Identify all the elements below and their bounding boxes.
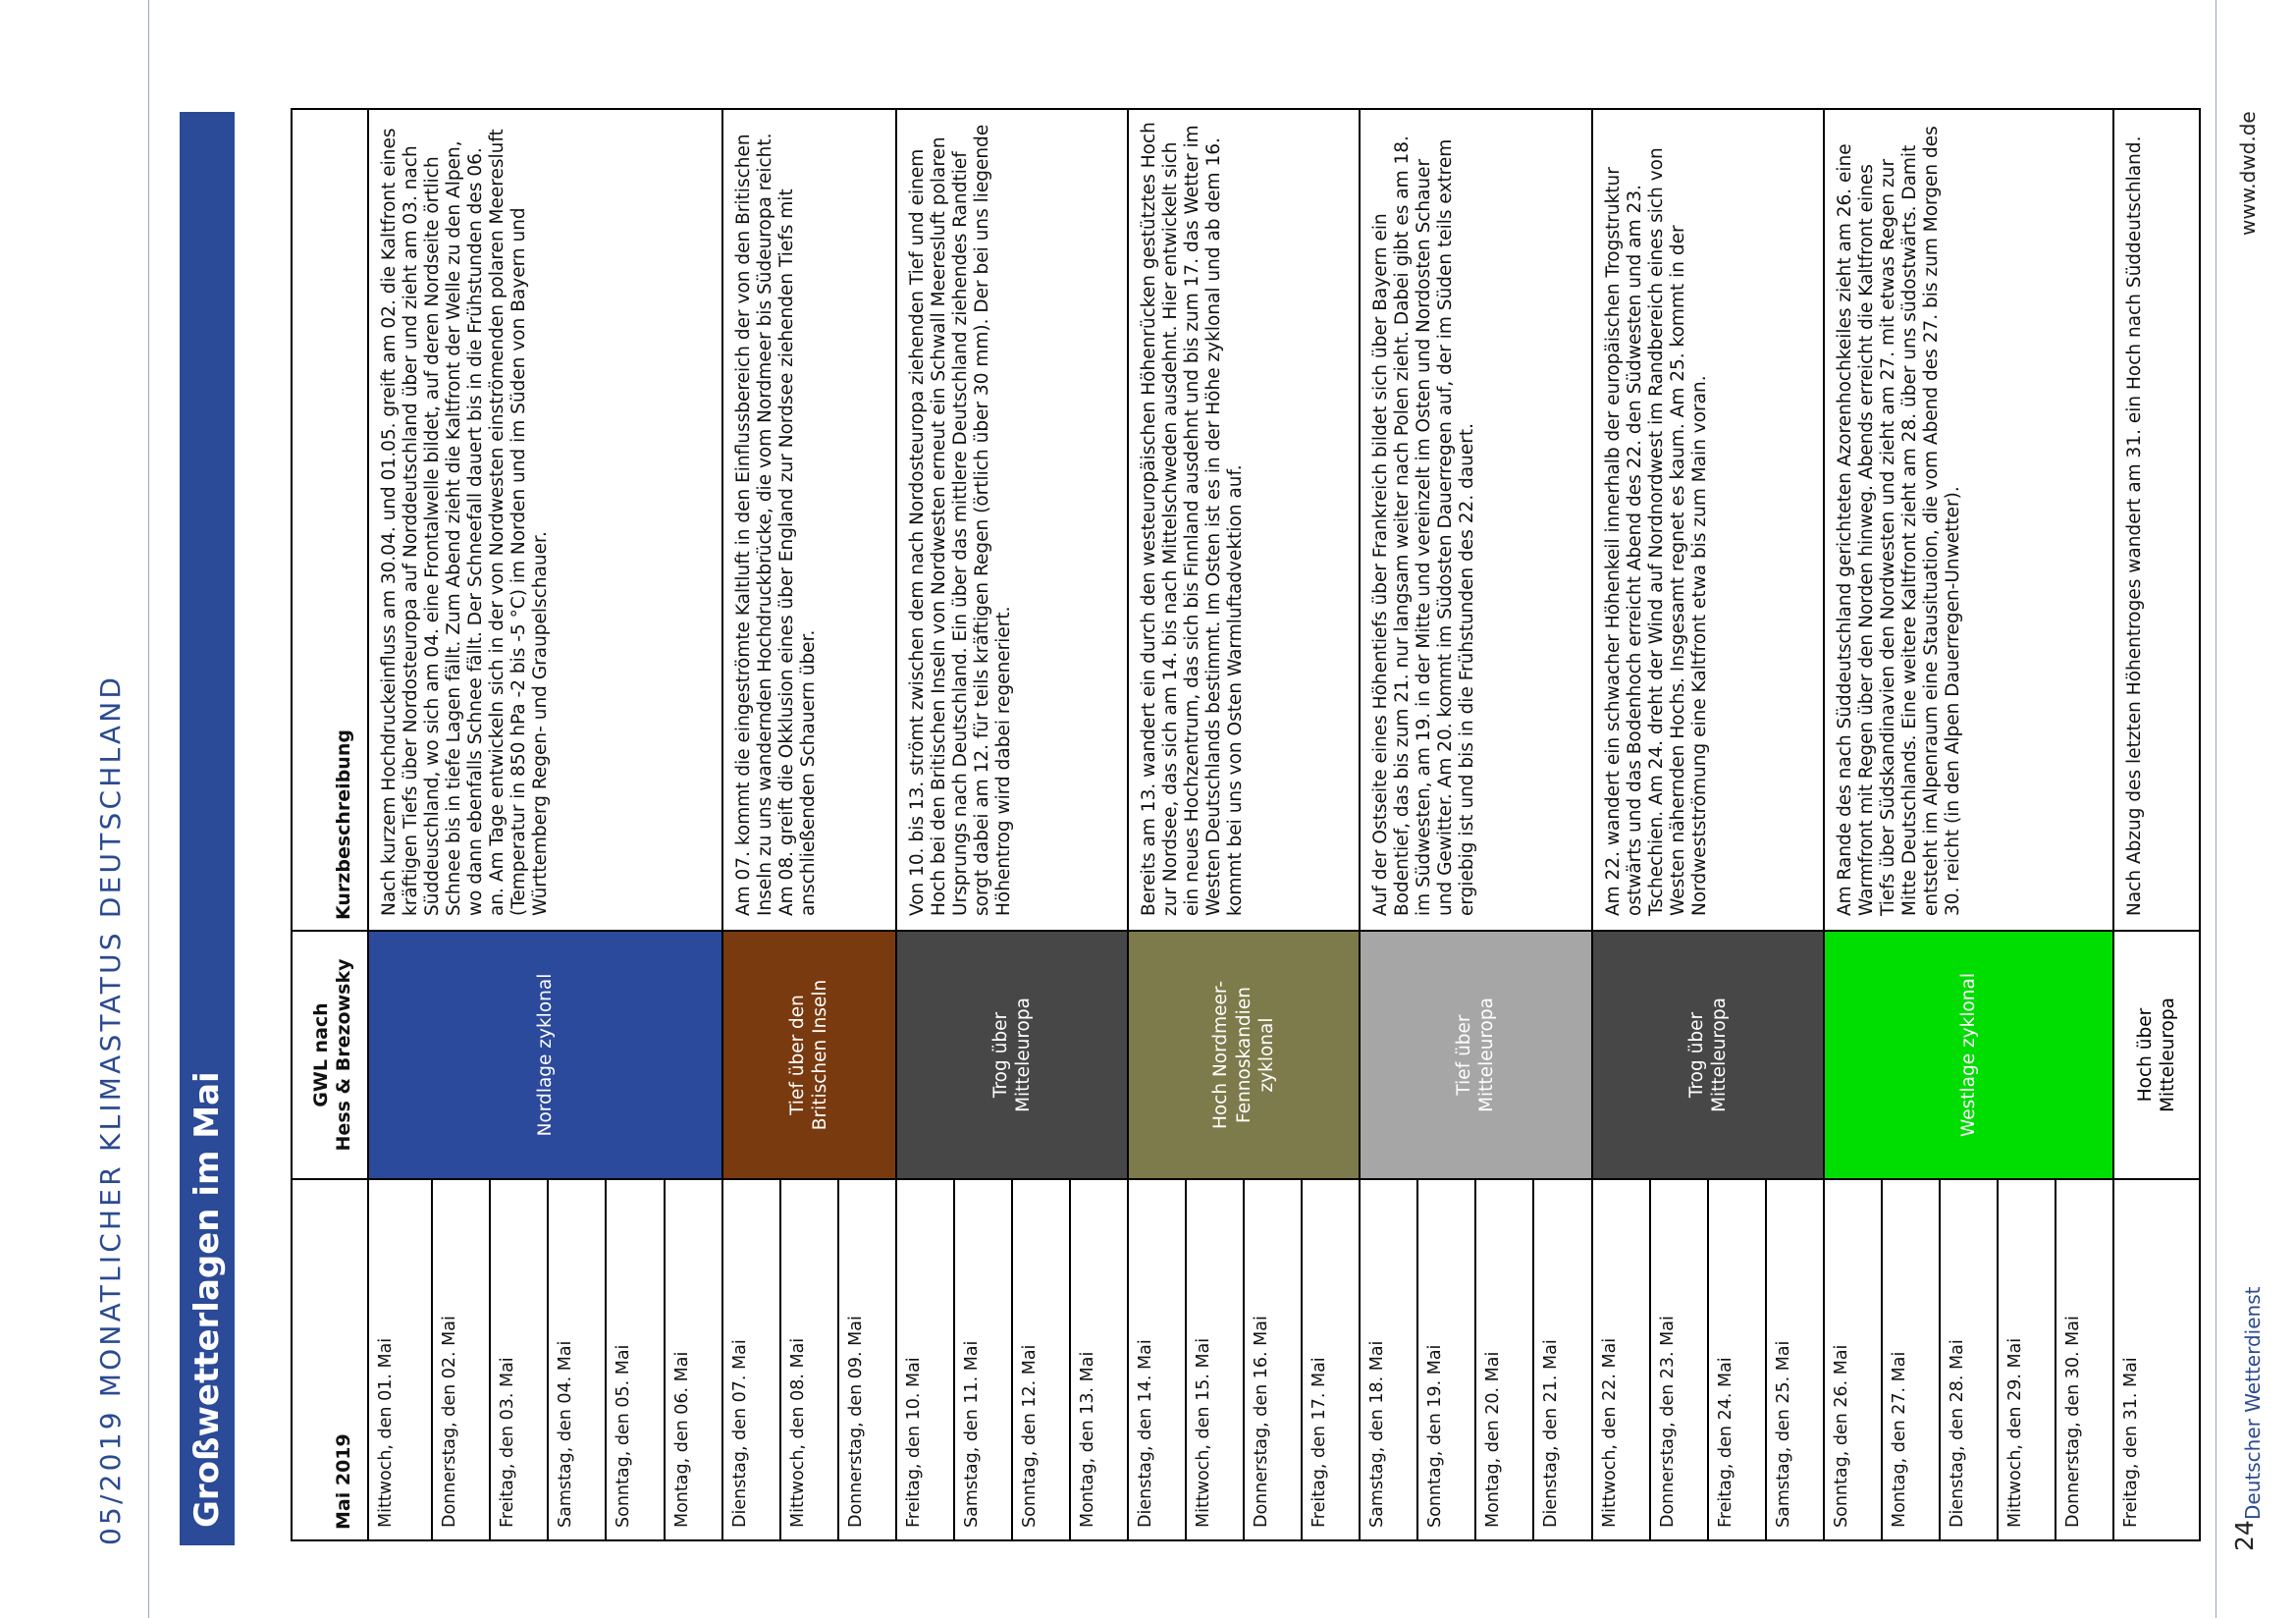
date-cell: Mittwoch, den 29. Mai bbox=[1998, 1179, 2056, 1540]
report-label: 05/2019 MONATLICHER KLIMASTATUS DEUTSCHLAND bbox=[94, 674, 127, 1545]
date-cell: Donnerstag, den 23. Mai bbox=[1650, 1179, 1708, 1540]
gwl-label-line2: Fennoskandien bbox=[1233, 987, 1255, 1123]
date-cell: Sonntag, den 12. Mai bbox=[1012, 1179, 1070, 1540]
description-cell-period-7: Am Rande des nach Süddeutschland gerichteten Azorenhochkeiles zieht am 26. eine Warmfront mit Regen über den Norden hinweg. Abends erreicht die Kaltfront eines Tiefs über Südskandinavien den Nordwesten und zieht am 27. mit etwas Regen zur Mitte Deutschlands. Eine weitere Kaltfront zieht am 28. über uns südostwärts. Damit entsteht im Alpenraum eine Stausituation, die vom Abend des 27. bis zum Morgen des 30. reicht (in den Alpen Dauerregen-Unwetter). bbox=[1824, 109, 2113, 931]
gwl-cell-period-3 bbox=[896, 931, 1128, 1179]
description-cell-period-2: Am 07. kommt die eingeströmte Kaltluft in den Einflussbereich der von den Britischen Inseln zu uns wandernden Hochdruckbrücke, die vom Nordmeer bis Südeuropa reicht. Am 08. greift die Okklusion eines über England zur Nordsee ziehenden Tiefs mit anschließenden Schauern über. bbox=[722, 109, 896, 931]
gwl-cell-period-1 bbox=[368, 931, 722, 1179]
date-cell: Sonntag, den 05. Mai bbox=[606, 1179, 664, 1540]
date-cell: Donnerstag, den 02. Mai bbox=[432, 1179, 490, 1540]
gwl-label-line2: Mitteleuropa bbox=[1708, 998, 1730, 1112]
description-cell-period-4: Bereits am 13. wandert ein durch den westeuropäischen Höhenrücken gestütztes Hoch zur Nordsee, das sich am 14. bis nach Mittelschweden ausdehnt. Hier entwickelt sich ein neues Hochzentrum, das sich bis Finnland ausdehnt und bis zum 17. das Wetter im Westen Deutschlands bestimmt. Im Osten ist es in der Höhe zyklonal und ab dem 16. kommt bei uns von Osten Warmluftadvektion auf. bbox=[1128, 109, 1360, 931]
gwl-cell-period-5 bbox=[1360, 931, 1591, 1179]
gwl-label-line2: Mitteleuropa bbox=[1012, 998, 1034, 1112]
table-row bbox=[896, 109, 954, 1540]
header-date: Mai 2019 bbox=[292, 1179, 368, 1540]
gwl-cell-period-8 bbox=[2113, 931, 2200, 1179]
gwl-cell-period-7 bbox=[1824, 931, 2113, 1179]
weather-regime-table bbox=[291, 108, 2201, 1541]
gwl-label-line1: Tief über den bbox=[787, 995, 809, 1115]
gwl-label-line1: Hoch Nordmeer- bbox=[1210, 980, 1232, 1130]
gwl-label-line1: Trog über bbox=[989, 1011, 1011, 1099]
date-cell: Samstag, den 25. Mai bbox=[1766, 1179, 1824, 1540]
date-cell: Freitag, den 03. Mai bbox=[490, 1179, 548, 1540]
description-cell-period-1: Nach kurzem Hochdruckeinfluss am 30.04. und 01.05. greift am 02. die Kaltfront eines kräftigen Tiefs über Nordosteuropa auf Norddeutschland über und zieht am 03. nach Süddeuschland, wo sich am 04. eine Frontalwelle bildet, auf deren Nordseite örtlich Schnee bis in tiefe Lagen fällt. Zum Abend zieht die Kaltfront der Welle zu den Alpen, wo dann ebenfalls Schnee fällt. Der Schneefall dauert bis in die Frühstunden des 06. an. Am Tage entwickeln sich in der von Nordwesten einströmenden polaren Meeresluft (Temperatur in 850 hPa -2 bis -5 °C) im Norden und im Süden von Bayern und Württemberg Regen- und Graupelschauer. bbox=[368, 109, 722, 931]
date-cell: Montag, den 13. Mai bbox=[1070, 1179, 1128, 1540]
table-row bbox=[1592, 109, 1650, 1540]
description-cell-period-8: Nach Abzug des letzten Höhentroges wandert am 31. ein Hoch nach Süddeutschland. bbox=[2113, 109, 2200, 931]
date-cell: Dienstag, den 28. Mai bbox=[1940, 1179, 1998, 1540]
header-gwl-line1: GWL nach bbox=[310, 1002, 333, 1107]
gwl-label-line1: Hoch über bbox=[2134, 1007, 2156, 1103]
gwl-label-line1: Tief über bbox=[1454, 1014, 1475, 1096]
gwl-label: Nordlage zyklonal bbox=[534, 973, 556, 1137]
gwl-label-line3: zyklonal bbox=[1255, 1017, 1277, 1093]
gwl-cell-period-6 bbox=[1592, 931, 1824, 1179]
header-gwl bbox=[292, 931, 368, 1179]
date-cell: Mittwoch, den 22. Mai bbox=[1592, 1179, 1650, 1540]
date-cell: Dienstag, den 21. Mai bbox=[1533, 1179, 1591, 1540]
date-cell: Freitag, den 31. Mai bbox=[2113, 1179, 2200, 1540]
date-cell: Montag, den 20. Mai bbox=[1475, 1179, 1533, 1540]
table-header-row bbox=[292, 109, 368, 1540]
date-cell: Montag, den 06. Mai bbox=[665, 1179, 722, 1540]
table-row bbox=[1360, 109, 1417, 1540]
gwl-label: Westlage zyklonal bbox=[1957, 973, 1979, 1137]
date-cell: Freitag, den 10. Mai bbox=[896, 1179, 954, 1540]
header-description: Kurzbeschreibung bbox=[292, 109, 368, 931]
table-row bbox=[368, 109, 432, 1540]
left-margin-rule bbox=[148, 0, 149, 1618]
gwl-cell-period-4 bbox=[1128, 931, 1360, 1179]
date-cell: Montag, den 27. Mai bbox=[1882, 1179, 1940, 1540]
table-row bbox=[1824, 109, 1882, 1540]
date-cell: Mittwoch, den 01. Mai bbox=[368, 1179, 432, 1540]
date-cell: Dienstag, den 14. Mai bbox=[1128, 1179, 1186, 1540]
gwl-label-line1: Trog über bbox=[1685, 1011, 1707, 1099]
description-cell-period-3: Von 10. bis 13. strömt zwischen dem nach Nordosteuropa ziehenden Tief und einem Hoch bei den Britischen Inseln von Nordwesten erneut ein Schwall Meeresluft polaren Ursprungs nach Deutschland. Ein über das mittlere Deutschland ziehendes Randtief sorgt dabei am 12. für teils kräftigen Regen (örtlich über 30 mm). Der bei uns liegende Höhentrog wird dabei regeneriert. bbox=[896, 109, 1128, 931]
gwl-cell-period-2 bbox=[722, 931, 896, 1179]
table-row bbox=[722, 109, 780, 1540]
description-cell-period-6: Am 22. wandert ein schwacher Höhenkeil innerhalb der europäischen Trogstruktur ostwärts und das Bodenhoch erreicht Abend des 22. den Südwesten und am 23. Tschechien. Am 24. dreht der Wind auf Nordnordwest im Randbereich eines sich von Westen nähernden Hochs. Insgesamt regnet es kaum. Am 25. kommt in der Nordwestströmung eine Kaltfront etwa bis zum Main voran. bbox=[1592, 109, 1824, 931]
date-cell: Sonntag, den 26. Mai bbox=[1824, 1179, 1882, 1540]
footer-publisher: Deutscher Wetterdienst bbox=[2241, 1286, 2265, 1520]
date-cell: Sonntag, den 19. Mai bbox=[1417, 1179, 1475, 1540]
date-cell: Freitag, den 17. Mai bbox=[1302, 1179, 1360, 1540]
date-cell: Samstag, den 04. Mai bbox=[548, 1179, 606, 1540]
section-title: Großwetterlagen im Mai bbox=[187, 1071, 227, 1528]
gwl-label-line2: Mitteleuropa bbox=[1476, 998, 1498, 1112]
date-cell: Samstag, den 11. Mai bbox=[954, 1179, 1012, 1540]
gwl-label-line2: Britischen Inseln bbox=[810, 979, 831, 1131]
date-cell: Samstag, den 18. Mai bbox=[1360, 1179, 1417, 1540]
footer-website: www.dwd.de bbox=[2236, 111, 2260, 236]
table-row bbox=[1128, 109, 1186, 1540]
header-gwl-line2: Hess & Brezowsky bbox=[333, 958, 355, 1152]
gwl-label-line2: Mitteleuropa bbox=[2158, 998, 2179, 1112]
table-row bbox=[2113, 109, 2200, 1540]
date-cell: Freitag, den 24. Mai bbox=[1708, 1179, 1766, 1540]
description-cell-period-5: Auf der Ostseite eines Höhentiefs über Frankreich bildet sich über Bayern ein Bodentief, das bis zum 21. nur langsam weiter nach Polen zieht. Dabei gibt es am 18. im Südwesten, am 19. in der Mitte und vereinzelt im Osten und Nordosten Schauer und Gewitter. Am 20. kommt im Südosten Dauerregen auf, der im Süden teils extrem ergiebig ist und bis in die Frühstunden des 22. dauert. bbox=[1360, 109, 1591, 931]
date-cell: Donnerstag, den 30. Mai bbox=[2056, 1179, 2113, 1540]
page-number: 24 bbox=[2230, 1520, 2259, 1551]
date-cell: Dienstag, den 07. Mai bbox=[722, 1179, 780, 1540]
date-cell: Donnerstag, den 09. Mai bbox=[838, 1179, 896, 1540]
date-cell: Mittwoch, den 08. Mai bbox=[780, 1179, 838, 1540]
date-cell: Mittwoch, den 15. Mai bbox=[1186, 1179, 1244, 1540]
date-cell: Donnerstag, den 16. Mai bbox=[1244, 1179, 1302, 1540]
